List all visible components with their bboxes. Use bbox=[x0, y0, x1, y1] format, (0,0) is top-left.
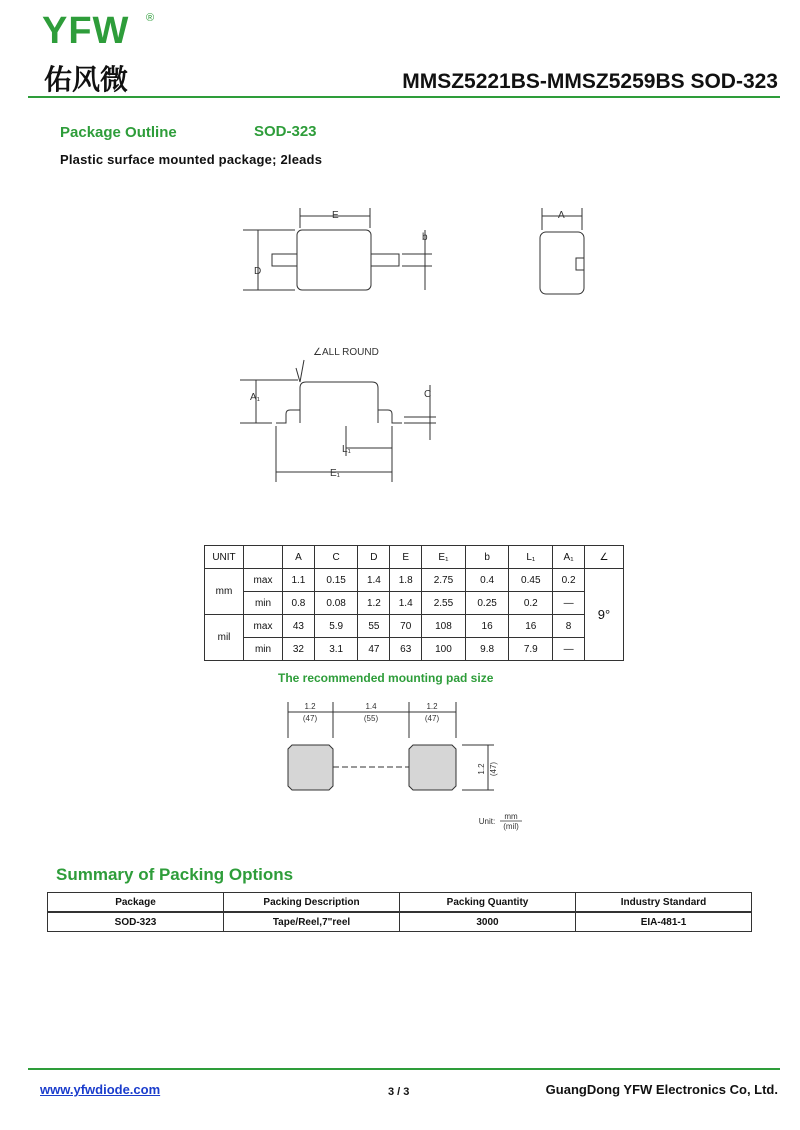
value-cell: 100 bbox=[422, 638, 466, 661]
value-cell: 0.08 bbox=[314, 592, 358, 615]
dimension-table bbox=[204, 545, 624, 661]
header-cell: C bbox=[314, 546, 358, 569]
value-cell: 0.25 bbox=[465, 592, 509, 615]
value-cell: 43 bbox=[283, 615, 315, 638]
profile-right-lead bbox=[378, 410, 402, 423]
value-cell: 1.4 bbox=[390, 592, 422, 615]
value-cell: 1.8 bbox=[390, 569, 422, 592]
row-label: max bbox=[244, 569, 283, 592]
value-cell: 1.4 bbox=[358, 569, 390, 592]
page-number: 3 / 3 bbox=[388, 1086, 410, 1098]
value-cell: 8 bbox=[553, 615, 585, 638]
table-row bbox=[48, 912, 752, 932]
packing-cell: EIA-481-1 bbox=[576, 912, 752, 932]
label-A: A bbox=[558, 210, 565, 221]
label-E: E bbox=[332, 210, 339, 221]
package-description: Plastic surface mounted package; 2leads bbox=[60, 152, 323, 167]
header-cell: ∠ bbox=[585, 546, 624, 569]
footer-divider bbox=[28, 1068, 780, 1070]
website-link[interactable]: www.yfwdiode.com bbox=[40, 1082, 161, 1097]
header-cell: UNIT bbox=[205, 546, 244, 569]
pad-height-mm: 1.2 bbox=[477, 763, 486, 775]
value-cell: 1.1 bbox=[283, 569, 315, 592]
value-cell: 0.8 bbox=[283, 592, 315, 615]
packing-heading: Summary of Packing Options bbox=[56, 865, 294, 884]
unit-label: Unit: bbox=[478, 817, 496, 826]
pad-dim-2-mm: 1.4 bbox=[365, 702, 377, 711]
value-cell: — bbox=[553, 638, 585, 661]
label-all-round: ∠ALL ROUND bbox=[313, 347, 379, 358]
unit-cell: mm bbox=[205, 569, 244, 615]
pad-dim-3-mm: 1.2 bbox=[426, 702, 438, 711]
mounting-pad-drawing bbox=[0, 690, 800, 840]
value-cell: 63 bbox=[390, 638, 422, 661]
header-divider bbox=[28, 96, 780, 98]
value-cell: 47 bbox=[358, 638, 390, 661]
logo-text: YFW bbox=[42, 10, 130, 52]
angle-cell: 9° bbox=[585, 569, 624, 661]
table-header-row bbox=[205, 546, 624, 569]
right-lead bbox=[371, 254, 399, 266]
profile-left-lead bbox=[276, 410, 300, 423]
value-cell: 3.1 bbox=[314, 638, 358, 661]
value-cell: 108 bbox=[422, 615, 466, 638]
left-pad bbox=[288, 745, 333, 790]
value-cell: 9.8 bbox=[465, 638, 509, 661]
top-view-body bbox=[297, 230, 371, 290]
packing-header-row bbox=[48, 893, 752, 913]
package-name: SOD-323 bbox=[254, 123, 317, 140]
label-D: D bbox=[254, 266, 262, 277]
packing-column-header: Industry Standard bbox=[576, 893, 752, 913]
left-lead bbox=[272, 254, 297, 266]
right-pad bbox=[409, 745, 456, 790]
header-cell: E bbox=[390, 546, 422, 569]
value-cell: 2.75 bbox=[422, 569, 466, 592]
value-cell: 0.4 bbox=[465, 569, 509, 592]
value-cell: 55 bbox=[358, 615, 390, 638]
value-cell: 5.9 bbox=[314, 615, 358, 638]
value-cell: 0.15 bbox=[314, 569, 358, 592]
header-cell bbox=[244, 546, 283, 569]
packing-column-header: Package bbox=[48, 893, 224, 913]
pad-dim-2-mil: (55) bbox=[363, 714, 379, 723]
header-cell: A bbox=[283, 546, 315, 569]
unit-mm: mm bbox=[504, 812, 518, 821]
header-cell: D bbox=[358, 546, 390, 569]
header-cell: A₁ bbox=[553, 546, 585, 569]
pad-dim-3-mil: (47) bbox=[424, 714, 440, 723]
value-cell: 16 bbox=[509, 615, 553, 638]
header-cell: E₁ bbox=[422, 546, 466, 569]
value-cell: 16 bbox=[465, 615, 509, 638]
pad-height-mil: (47) bbox=[489, 761, 498, 777]
header-cell: L₁ bbox=[509, 546, 553, 569]
table-row bbox=[205, 592, 624, 615]
value-cell: 7.9 bbox=[509, 638, 553, 661]
header-cell: b bbox=[465, 546, 509, 569]
registered-mark: ® bbox=[146, 12, 155, 24]
value-cell: — bbox=[553, 592, 585, 615]
value-cell: 0.45 bbox=[509, 569, 553, 592]
label-L1: L₁ bbox=[342, 444, 351, 455]
company-name: GuangDong YFW Electronics Co, Ltd. bbox=[545, 1082, 778, 1097]
side-view-body bbox=[540, 232, 584, 294]
unit-cell: mil bbox=[205, 615, 244, 661]
packing-table bbox=[47, 892, 752, 932]
packing-cell: 3000 bbox=[400, 912, 576, 932]
value-cell: 0.2 bbox=[509, 592, 553, 615]
document-title: MMSZ5221BS-MMSZ5259BS SOD-323 bbox=[402, 70, 778, 93]
packing-column-header: Packing Description bbox=[224, 893, 400, 913]
profile-body bbox=[300, 382, 378, 423]
row-label: max bbox=[244, 615, 283, 638]
table-row bbox=[205, 615, 624, 638]
unit-mil: (mil) bbox=[503, 822, 519, 831]
logo-chinese: 佑风微 bbox=[44, 63, 129, 96]
value-cell: 0.2 bbox=[553, 569, 585, 592]
package-outline-heading: Package Outline bbox=[60, 124, 177, 141]
label-C: C bbox=[424, 389, 432, 400]
value-cell: 32 bbox=[283, 638, 315, 661]
packing-cell: SOD-323 bbox=[48, 912, 224, 932]
value-cell: 2.55 bbox=[422, 592, 466, 615]
label-E1: E₁ bbox=[330, 468, 341, 479]
row-label: min bbox=[244, 592, 283, 615]
pad-dim-1-mm: 1.2 bbox=[304, 702, 316, 711]
value-cell: 70 bbox=[390, 615, 422, 638]
pad-dim-1-mil: (47) bbox=[302, 714, 318, 723]
label-b: b bbox=[422, 232, 428, 243]
row-label: min bbox=[244, 638, 283, 661]
mounting-pad-title: The recommended mounting pad size bbox=[278, 671, 494, 685]
package-outline-drawing bbox=[0, 190, 800, 490]
side-view-lead bbox=[576, 258, 584, 270]
table-row bbox=[205, 638, 624, 661]
label-A1: A₁ bbox=[250, 392, 261, 403]
table-row bbox=[205, 569, 624, 592]
packing-cell: Tape/Reel,7"reel bbox=[224, 912, 400, 932]
packing-column-header: Packing Quantity bbox=[400, 893, 576, 913]
value-cell: 1.2 bbox=[358, 592, 390, 615]
